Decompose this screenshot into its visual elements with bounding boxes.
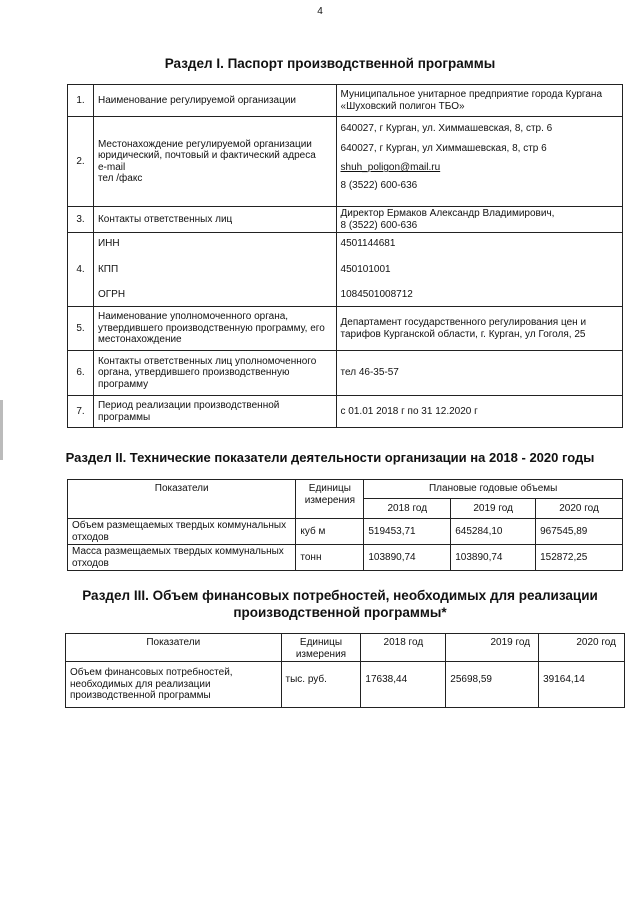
header-row [68, 480, 623, 499]
table-row [68, 545, 623, 571]
row-number: 2. [68, 117, 94, 207]
row-label: Контакты ответственных лиц [93, 207, 336, 233]
scan-edge-mark [0, 400, 3, 460]
header-units: Единицы измерения [281, 634, 361, 662]
row-value: Департамент государственного регулирования цен и тарифов Курганской области, г. Курган, ул Гоголя, 25 [336, 307, 622, 351]
table-row [68, 207, 623, 233]
row-value: тел 46-35-57 [336, 351, 622, 396]
header-year-2018: 2018 год [364, 499, 451, 519]
row-label: Контакты ответственных лиц уполномоченного органа, утвердившего производственную программу [93, 351, 336, 396]
financial-needs-table [65, 633, 625, 708]
row-value: с 01.01 2018 г по 31 12.2020 г [336, 396, 622, 428]
passport-table [67, 84, 623, 428]
page-number: 4 [317, 6, 323, 17]
header-indicators: Показатели [66, 634, 282, 662]
row-value [336, 117, 622, 207]
table-row [68, 85, 623, 117]
header-year-2019: 2019 год [451, 499, 536, 519]
value-2020: 152872,25 [536, 545, 623, 571]
table-row [68, 519, 623, 545]
address-label: юридический, почтовый и фактический адреса [97, 150, 316, 161]
row-number: 7. [68, 396, 94, 428]
row-label: Наименование регулируемой организации [93, 85, 336, 117]
postal-address: 640027, г Курган, ул Химмашевская, 8, стр 6 [340, 142, 547, 154]
director-phone: 8 (3522) 600-636 [340, 219, 418, 231]
table-row [68, 396, 623, 428]
row-number: 5. [68, 307, 94, 351]
header-indicators: Показатели [68, 480, 296, 519]
row-value [336, 207, 622, 233]
header-year-2020: 2020 год [536, 499, 623, 519]
indicator-name: Масса размещаемых твердых коммунальных отходов [68, 545, 296, 571]
inn-label: ИНН [97, 238, 120, 250]
row-label: Наименование уполномоченного органа, утвердившего производственную программу, его местонахождение [93, 307, 336, 351]
header-row [66, 634, 625, 662]
indicator-unit: тонн [296, 545, 364, 571]
row-value [336, 233, 622, 307]
row-number: 6. [68, 351, 94, 396]
technical-indicators-table [67, 479, 623, 571]
header-units: Единицы измерения [296, 480, 364, 519]
value-2019: 25698,59 [446, 662, 539, 708]
value-2018: 103890,74 [364, 545, 451, 571]
header-year-2019: 2019 год [446, 634, 539, 662]
value-2019: 103890,74 [451, 545, 536, 571]
director-name: Директор Ермаков Александр Владимирович, [340, 208, 555, 219]
ogrn-label: ОГРН [97, 289, 126, 301]
row-number: 3. [68, 207, 94, 233]
row-number: 4. [68, 233, 94, 307]
indicator-unit: куб м [296, 519, 364, 545]
email-label: e-mail [97, 161, 126, 173]
phone-value: 8 (3522) 600-636 [340, 179, 418, 191]
value-2018: 17638,44 [361, 662, 446, 708]
indicator-unit: тыс. руб. [281, 662, 361, 708]
table-row [68, 351, 623, 396]
row-label [93, 233, 336, 307]
indicator-name: Объем размещаемых твердых коммунальных отходов [68, 519, 296, 545]
section3-title [40, 587, 640, 621]
indicator-name: Объем финансовых потребностей, необходимых для реализации производственной программы [66, 662, 282, 708]
table-row [66, 662, 625, 708]
section3-title-line2: производственной программы* [233, 605, 447, 620]
value-2020: 967545,89 [536, 519, 623, 545]
row-label: Период реализации производственной программы [93, 396, 336, 428]
header-planned-volumes: Плановые годовые объемы [364, 480, 623, 499]
value-2020: 39164,14 [539, 662, 625, 708]
legal-address: 640027, г Курган, ул. Химмашевская, 8, стр. 6 [340, 123, 553, 134]
phone-label: тел /факс [97, 173, 143, 184]
section3-title-line1: Раздел III. Объем финансовых потребностей, необходимых для реализации [82, 588, 598, 603]
kpp-label: КПП [97, 263, 119, 275]
table-row [68, 307, 623, 351]
row-number: 1. [68, 85, 94, 117]
section2-title: Раздел II. Технические показатели деятельности организации на 2018 - 2020 годы [65, 450, 595, 465]
ogrn-value: 1084501008712 [340, 289, 413, 301]
location-label: Местонахождение регулируемой организации [97, 138, 312, 150]
email-link[interactable]: shuh_poligon@mail.ru [340, 162, 441, 173]
header-year-2020: 2020 год [539, 634, 625, 662]
table-row [68, 117, 623, 207]
value-2019: 645284,10 [451, 519, 536, 545]
kpp-value: 450101001 [340, 263, 391, 275]
inn-value: 4501144681 [340, 238, 396, 250]
row-label [93, 117, 336, 207]
row-value: Муниципальное унитарное предприятие города Кургана «Шуховский полигон ТБО» [336, 85, 622, 117]
table-row [68, 233, 623, 307]
value-2018: 519453,71 [364, 519, 451, 545]
header-year-2018: 2018 год [361, 634, 446, 662]
section1-title: Раздел I. Паспорт производственной программы [164, 56, 496, 71]
